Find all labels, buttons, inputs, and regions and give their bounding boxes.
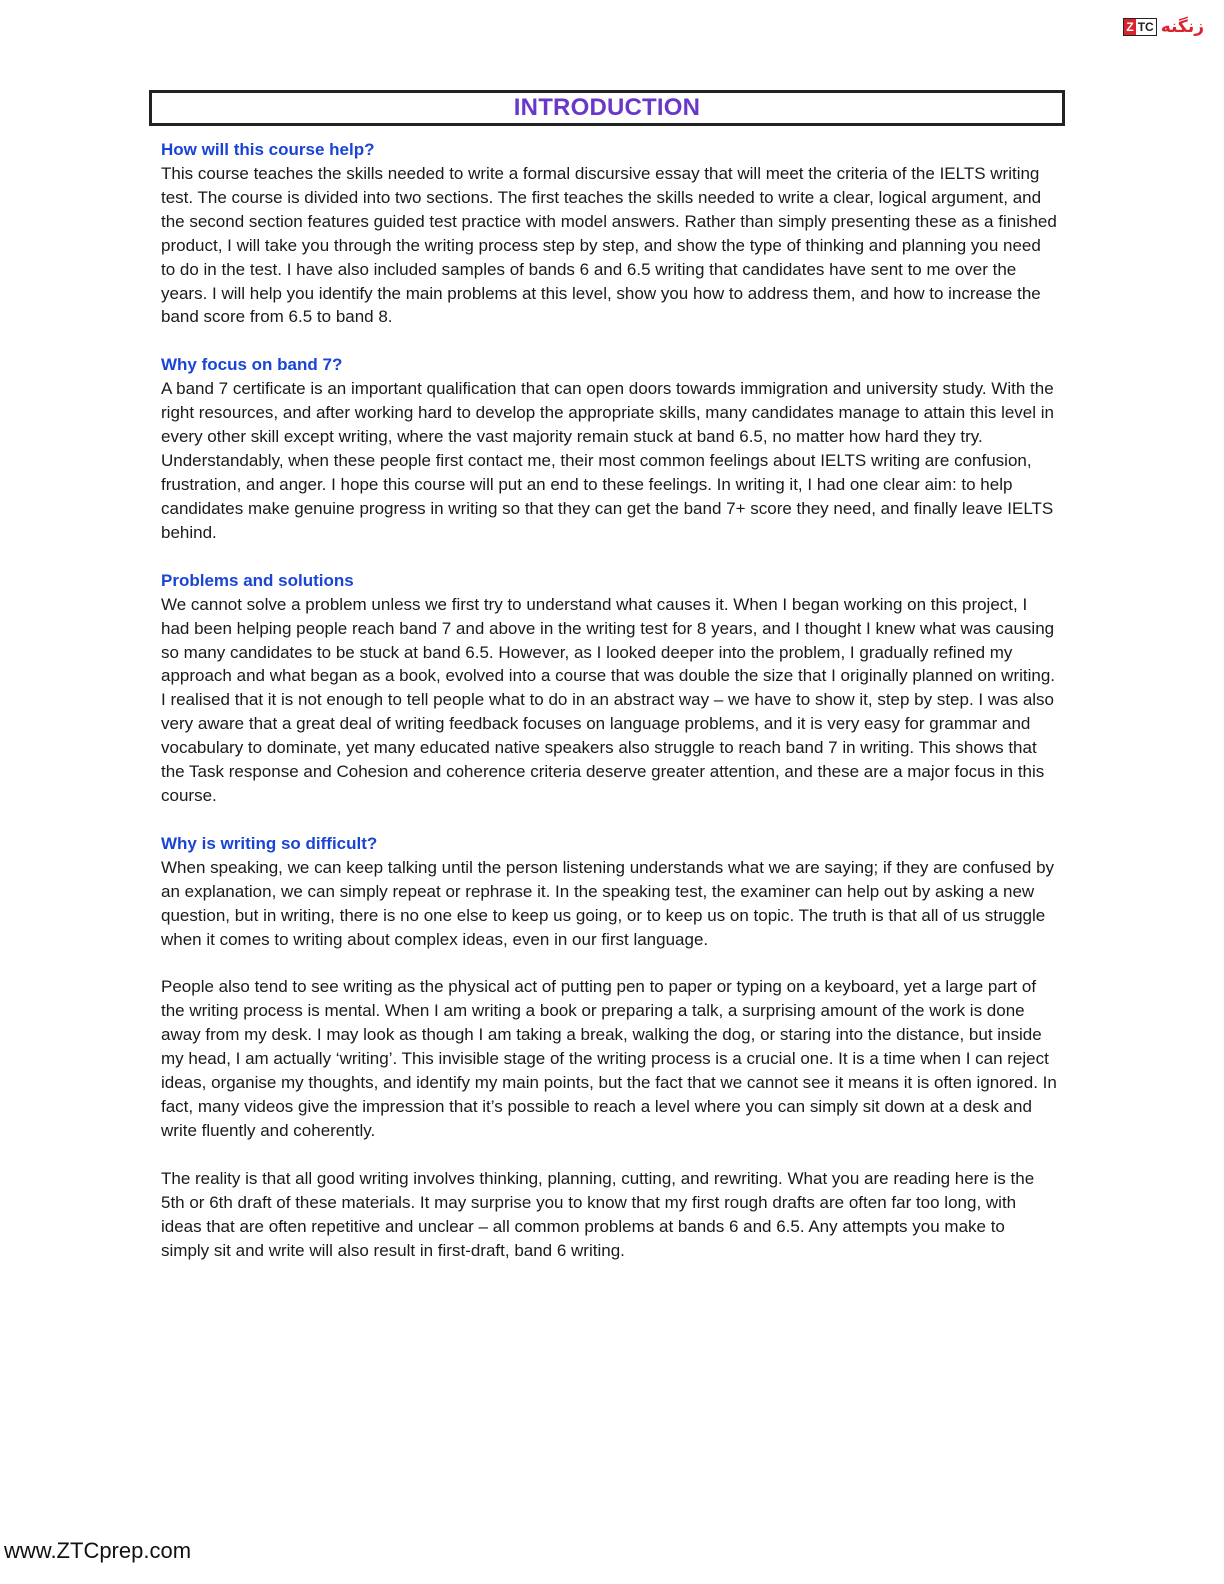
logo-persian-text: زنگنه xyxy=(1160,17,1204,37)
section-paragraph: When speaking, we can keep talking until the person listening understands what we are saying; if they are confused by an explanation, we can simply repeat or rephrase it. In the speaking test, the examiner can help out by asking a new question, but in writing, there is no one else to keep us going, or to keep us on topic. The truth is that all of us struggle when it comes to writing about complex ideas, even in our first language. xyxy=(161,857,1055,949)
section-paragraph: This course teaches the skills needed to write a formal discursive essay that will meet the criteria of the IELTS writing test. The course is divided into two sections. The first teaches the skills needed to write a clear, logical argument, and the second section features guided test practice with model answers. Rather than simply presenting these as a finished product, I will take you through the writing process step by step, and show the type of thinking and planning you need to do in the test. I have also included samples of bands 6 and 6.5 writing that candidates have sent to me over the years. I will help you identify the main problems at this level, show you how to address them, and how to increase the band score from 6.5 to band 8. xyxy=(161,164,1057,327)
section-paragraph: A band 7 certificate is an important qualification that can open doors towards immigration and university study. With the right resources, and after working hard to develop the appropriate skills, many candidates manage to attain this level in every other skill except writing, where the vast majority remain stuck at band 6.5, no matter how hard they try. Understandably, when these people first contact me, their most common feelings about IELTS writing are confusion, frustration, and anger. I hope this course will put an end to these feelings. In writing it, I had one clear aim: to help candidates make genuine progress in writing so that they can get the band 7+ score they need, and finally leave IELTS behind. xyxy=(161,379,1054,542)
section-heading: How will this course help? xyxy=(161,140,375,159)
section-heading: Why is writing so difficult? xyxy=(161,833,378,853)
section-paragraph: People also tend to see writing as the physical act of putting pen to paper or typing on a keyboard, yet a large part of the writing process is mental. When I am writing a book or preparing a talk, a surprising amount of the work is done away from my desk. I may look as though I am taking a break, walking the dog, or staring into the distance, but inside my head, I am actually ‘writing’. This invisible stage of the writing process is a crucial one. It is a time when I can reject ideas, organise my thoughts, and identify my main points, but the fact that we cannot see it means it is often ignored. In fact, many videos give the impression that it’s possible to reach a level where you can simply sit down at a desk and write fluently and coherently. xyxy=(161,977,1057,1140)
section-why-band-7 xyxy=(161,353,1057,544)
section-problems-solutions xyxy=(161,569,1057,808)
title-box xyxy=(149,90,1065,126)
page-content xyxy=(149,90,1065,1262)
section-course-help xyxy=(161,138,1057,329)
logo-tc: TC xyxy=(1137,20,1154,34)
section-heading: Why focus on band 7? xyxy=(161,355,343,375)
page-title: INTRODUCTION xyxy=(513,94,701,121)
ztc-logo xyxy=(1096,14,1204,40)
footer-website-link[interactable]: www.ZTCprep.com xyxy=(4,1538,192,1563)
section-heading: Problems and solutions xyxy=(161,570,354,590)
section-why-difficult xyxy=(161,832,1057,1263)
logo-z: Z xyxy=(1126,20,1134,34)
logo-ztc-mark xyxy=(1123,18,1156,36)
section-paragraph: The reality is that all good writing involves thinking, planning, cutting, and rewriting. What you are reading here is the 5th or 6th draft of these materials. It may surprise you to know that my first rough drafts are often far too long, with ideas that are often repetitive and unclear – all common problems at bands 6 and 6.5. Any attempts you make to simply sit and write will also result in first-draft, band 6 writing. xyxy=(161,1168,1035,1260)
section-paragraph: We cannot solve a problem unless we first try to understand what causes it. When I began working on this project, I had been helping people reach band 7 and above in the writing test for 8 years, and I thought I knew what was causing so many candidates to be stuck at band 6.5. However, as I looked deeper into the problem, I gradually refined my approach and what began as a book, evolved into a course that was double the size that I originally planned on writing. I realised that it is not enough to tell people what to do in an abstract way – we have to show it, step by step. I was also very aware that a great deal of writing feedback focuses on language problems, and it is very easy for grammar and vocabulary to dominate, yet many educated native speakers also struggle to reach band 7 in writing. This shows that the Task response and Cohesion and coherence criteria deserve greater attention, and these are a major focus in this course. xyxy=(161,594,1056,805)
